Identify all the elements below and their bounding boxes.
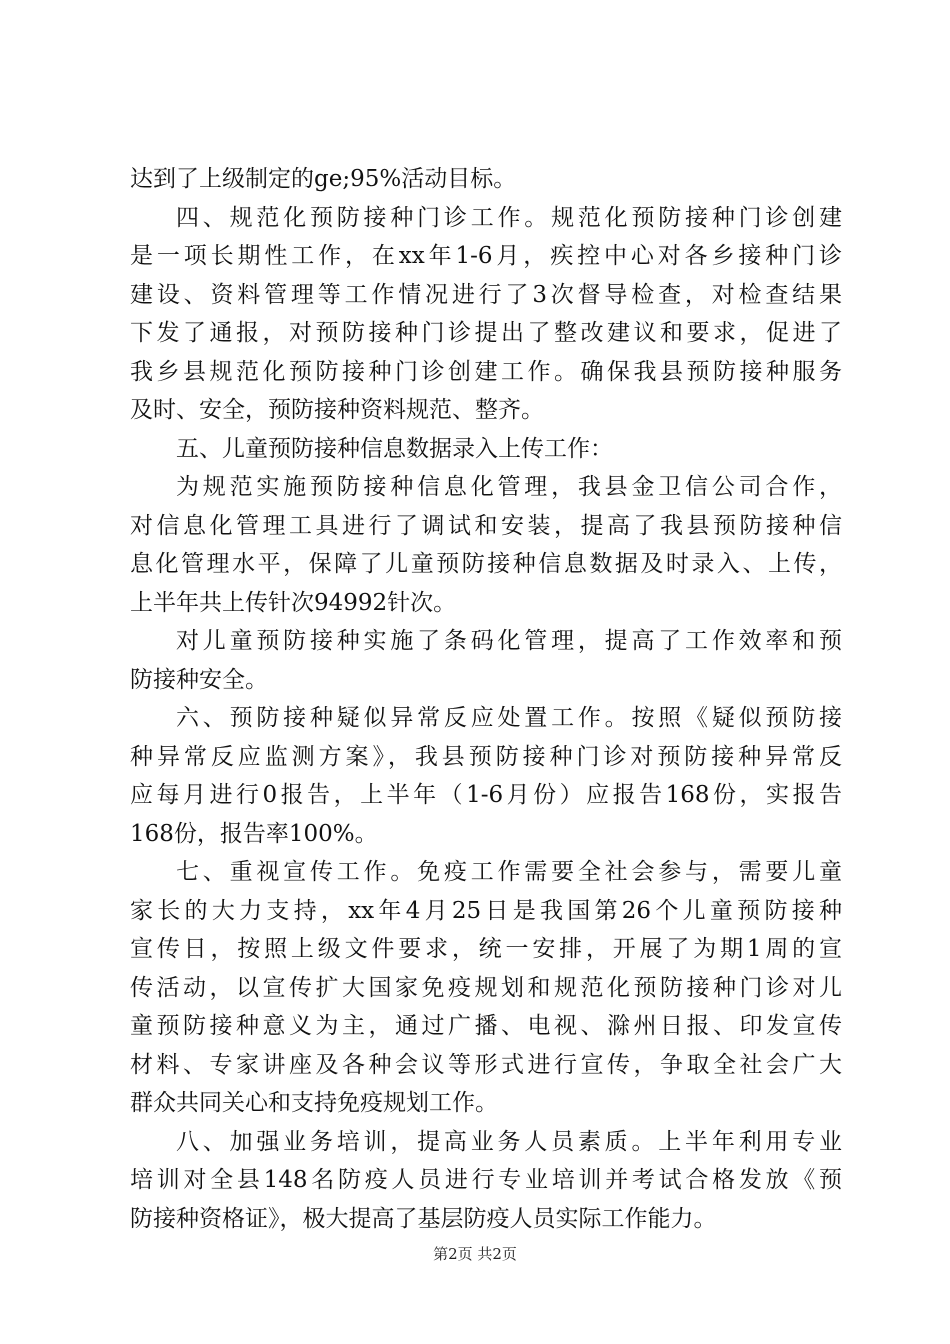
text-line: 培训对全县148名防疫人员进行专业培训并考试合格发放《预 bbox=[130, 1167, 842, 1193]
text-line: 应每月进行0报告，上半年（1-6月份）应报告168份，实报告 bbox=[130, 782, 842, 808]
text-line: 六、预防接种疑似异常反应处置工作。按照《疑似预防接 bbox=[176, 705, 842, 731]
text-line: 下发了通报，对预防接种门诊提出了整改建议和要求，促进了 bbox=[130, 320, 842, 346]
text-line: 家长的大力支持，xx年4月25日是我国第26个儿童预防接种 bbox=[130, 897, 842, 924]
text-line: 童预防接种意义为主，通过广播、电视、滁州日报、印发宣传 bbox=[130, 1013, 842, 1039]
text-line: 及时、安全，预防接种资料规范、整齐。 bbox=[130, 397, 544, 423]
text-line: 群众共同关心和支持免疫规划工作。 bbox=[130, 1090, 498, 1116]
text-line: 对儿童预防接种实施了条码化管理，提高了工作效率和预 bbox=[176, 628, 842, 654]
text-line: 上半年共上传针次94992针次。 bbox=[130, 589, 457, 616]
body-text bbox=[130, 160, 842, 1238]
text-line: 材料、专家讲座及各种会议等形式进行宣传，争取全社会广大 bbox=[130, 1051, 842, 1078]
text-line: 防接种资格证》，极大提高了基层防疫人员实际工作能力。 bbox=[130, 1205, 717, 1232]
text-line: 八、加强业务培训，提高业务人员素质。上半年利用专业 bbox=[176, 1128, 842, 1155]
text-line: 宣传日，按照上级文件要求，统一安排，开展了为期1周的宣 bbox=[130, 936, 842, 962]
text-line: 五、儿童预防接种信息数据录入上传工作： bbox=[176, 435, 613, 462]
text-line: 是一项长期性工作，在xx年1-6月，疾控中心对各乡接种门诊 bbox=[130, 243, 842, 269]
text-line: 对信息化管理工具进行了调试和安装，提高了我县预防接种信 bbox=[130, 512, 842, 539]
text-line: 防接种安全。 bbox=[130, 666, 268, 693]
text-line: 种异常反应监测方案》，我县预防接种门诊对预防接种异常反 bbox=[130, 743, 842, 770]
text-line: 168份，报告率100%。 bbox=[130, 820, 378, 847]
text-line: 达到了上级制定的ge;95%活动目标。 bbox=[130, 166, 517, 192]
text-line: 为规范实施预防接种信息化管理，我县金卫信公司合作， bbox=[176, 474, 842, 500]
text-line: 四、规范化预防接种门诊工作。规范化预防接种门诊创建 bbox=[176, 204, 842, 231]
page-footer: 第2页 共2页 bbox=[433, 1245, 517, 1263]
text-line: 七、重视宣传工作。免疫工作需要全社会参与，需要儿童 bbox=[176, 859, 842, 885]
text-line: 建设、资料管理等工作情况进行了3次督导检查，对检查结果 bbox=[130, 281, 842, 308]
text-line: 我乡县规范化预防接种门诊创建工作。确保我县预防接种服务 bbox=[130, 358, 842, 385]
text-line: 传活动，以宣传扩大国家免疫规划和规范化预防接种门诊对儿 bbox=[130, 974, 842, 1001]
text-line: 息化管理水平，保障了儿童预防接种信息数据及时录入、上传， bbox=[130, 551, 842, 577]
